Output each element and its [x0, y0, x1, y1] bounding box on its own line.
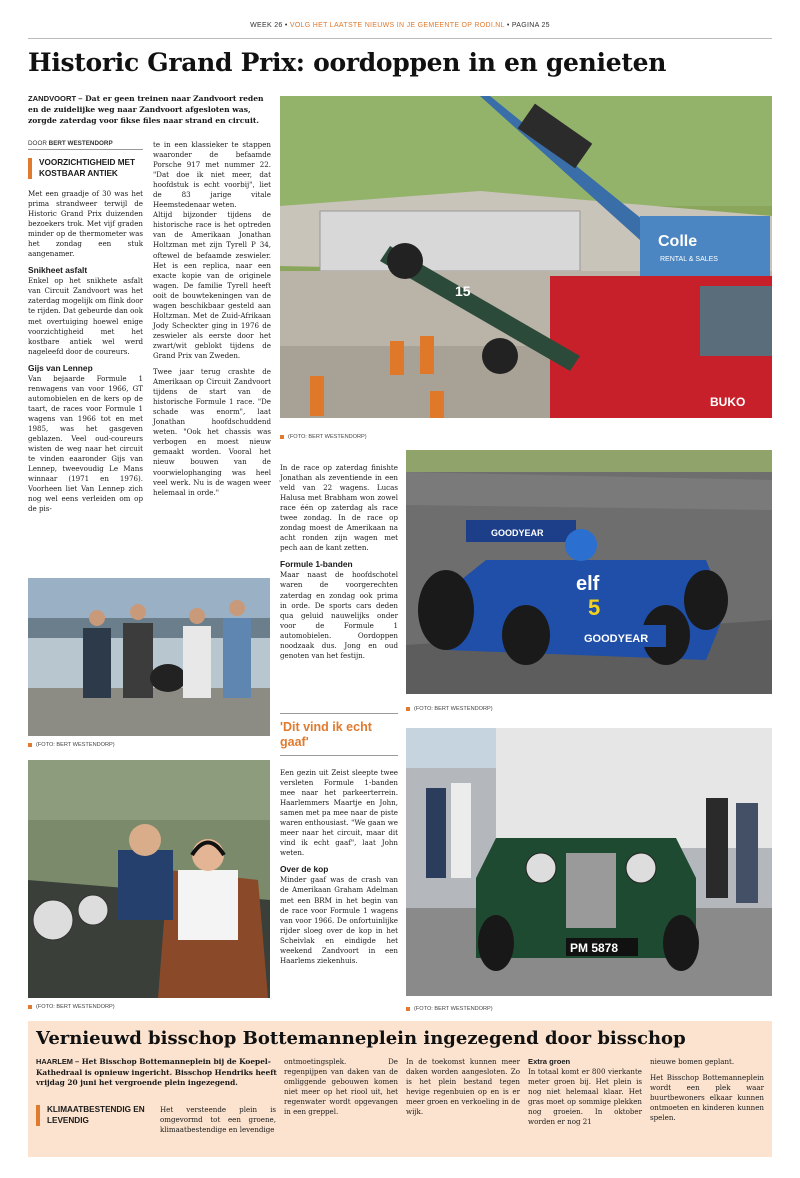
photo-caption: (FOTO: BERT WESTENDORP)	[406, 706, 493, 712]
photo-caption: (FOTO: BERT WESTENDORP)	[28, 1004, 115, 1010]
week-label: WEEK 26	[250, 22, 283, 29]
lead-city: ZANDVOORT –	[28, 94, 83, 103]
paragraph: te in een klassieker te stappen waaronder de befaamde Porsche 917 met nummer 22. "Dat doe ik niet meer, dat hoofdstuk is echt voorbij", liet de 83 jarige vitale Heemstedenaar weten.	[153, 140, 271, 210]
subheading-snikheet: Snikheet asfalt	[28, 265, 88, 276]
paragraph: In de toekomst kunnen meer daken worden aangesloten. Zo is het plein bestand tegen hevige regenbuien op en is er meer groen en verkoeling in de wijk.	[406, 1057, 520, 1117]
paragraph: Het Bisschop Bottemanneplein wordt een plek waar buurtbewoners elkaar kunnen ontmoeten en kinderen kunnen spelen.	[650, 1073, 764, 1123]
photo-children-in-car	[28, 760, 270, 998]
article-2-box	[28, 1021, 772, 1157]
article-lead	[28, 93, 273, 127]
photo-caption: (FOTO: BERT WESTENDORP)	[280, 434, 367, 440]
paragraph: Maar naast de hoofdschotel waren de voorgerechten zaterdag en zondag ook prima in orde. De sports cars deden qua geluid nauwelijks onder voor de Formule 1 automobielen. Oordoppen noodzaak dus. Jong en oud genoten van het festijn.	[280, 570, 398, 660]
paragraph: Met een graadje of 30 was het prima strandweer terwijl de Historic Grand Prix duizenden bezoekers trok. Met vijf graden minder op de thermometer was het zondag een stuk aangenamer.	[28, 189, 143, 259]
photo-caption: (FOTO: BERT WESTENDORP)	[28, 742, 115, 748]
article-headline: Historic Grand Prix: oordoppen in en genieten	[28, 48, 667, 77]
paragraph: Twee jaar terug crashte de Amerikaan op Circuit Zandvoort tijdens de start van de historische Formule 1 race. "De schade was enorm", laat Jonathan hoofdschuddend weten. "Ook het chassis was verbogen en moest nieuw gemaakt worden. Vooral het nieuw bouwen van de voorwielophanging was heel veel werk. Nu is de wagen weer helemaal in orde."	[153, 367, 271, 497]
crane-sub-text: RENTAL & SALES	[660, 256, 718, 263]
photo-caption: (FOTO: BERT WESTENDORP)	[406, 1006, 493, 1012]
subheading-extra-groen: Extra groen	[528, 1057, 571, 1066]
article-2-column-2	[284, 1057, 398, 1117]
photo-tyrrell-six-wheeler	[406, 450, 772, 694]
header-separator: •	[282, 22, 290, 29]
page-number: PAGINA 25	[511, 22, 550, 29]
header-divider	[28, 38, 772, 39]
subheading-gijs: Gijs van Lennep	[28, 362, 93, 373]
article-column-3	[280, 463, 398, 661]
promo-link[interactable]: VOLG HET LAATSTE NIEUWS IN JE GEMEENTE OP RODI.NL	[289, 22, 505, 29]
paragraph: nieuwe bomen geplant.	[650, 1057, 735, 1066]
car-number-5: 5	[588, 595, 601, 620]
article-2-column-4	[528, 1057, 642, 1127]
lead-city: HAARLEM –	[36, 1057, 80, 1066]
paragraph: Het versteende plein is omgevormd tot een groene, klimaatbestendige en levendige	[160, 1105, 276, 1135]
byline-prefix: DOOR	[28, 140, 49, 147]
truck-name-text: BUKO	[710, 395, 746, 409]
byline	[28, 140, 143, 150]
paragraph: Enkel op het snikhete asfalt van Circuit Zandvoort was het zaterdag mogelijk om flink door te rijden. Dat gebeurde dan ook met overtuiging hoewel enige voorzichtigheid met het kostbare antiek wel werd nageleefd door de coureurs.	[28, 276, 143, 356]
page-header-bar	[28, 22, 772, 29]
byline-author: BERT WESTENDORP	[48, 140, 113, 147]
paragraph: Minder gaaf was de crash van de Amerikaan Graham Adelman met een BRM in het begin van de race voor Formule 1 wagens van voor 1966. De onfortuinlijke rijder sloeg over de kop in het Scheivlak en eindigde het weekend Zandvoort in een Haarlems ziekenhuis.	[280, 875, 398, 965]
lead-text: Dat er geen treinen naar Zandvoort reden en de zuidelijke weg naar Zandvoort afgesloten was, zorgde zaterdag voor fikse files naar strand en circuit.	[28, 94, 264, 126]
license-plate-text: PM 5878	[570, 941, 619, 955]
wing-text: GOODYEAR	[491, 528, 544, 538]
header-separator: •	[504, 22, 512, 29]
subheading-formule1-banden: Formule 1-banden	[280, 559, 353, 570]
article-column-1	[28, 158, 143, 514]
photo-green-classic-car	[406, 728, 772, 996]
article-2-lead	[36, 1057, 280, 1089]
article-column-2	[153, 140, 271, 498]
paragraph: In totaal komt er 800 vierkante meter groen bij. Het plein is nog niet helemaal klaar. Het gras moet op sommige plekken nog groeien. In oktober worden er nog 21	[528, 1067, 642, 1127]
subheading-over-de-kop: Over de kop	[280, 864, 329, 875]
article-2-column-5	[650, 1057, 764, 1123]
section-kicker: VOORZICHTIGHEID MET KOSTBAAR ANTIEK	[28, 158, 143, 179]
photo-crane-lifting-car	[280, 96, 772, 418]
sponsor-goodyear-text: GOODYEAR	[584, 633, 649, 645]
crane-brand-text: Colle	[658, 233, 698, 250]
paragraph: Van bejaarde Formule 1 renwagens van voor 1966, GT automobielen en de kers op de taart, de races voor Formule 1 wagens van 1966 tot en met 1985, was het gasgeven geblazen. Veel oud-coureurs wisten de weg naar het circuit te vinden eaaronder Gijs van Lennep, tweevoudig Le Mans winnaar (1971 en 1976). Voorheen liet Van Lennep zich nog wel eens verleiden om op de pis-	[28, 373, 143, 514]
paragraph: In de race op zaterdag finishte Jonathan als zeventiende in een veld van 22 wagens. Lucas Halusa met Brabham won zowel race één op zaterdag als race twee zondag. In de race op zondag moest de Amerikaan na acht ronden zijn wagen met pech aan de kant zetten.	[280, 463, 398, 553]
article-2-headline: Vernieuwd bisschop Bottemanneplein ingezegend door bisschop	[36, 1028, 686, 1049]
section-kicker: KLIMAATBESTENDIG EN LEVENDIG	[36, 1105, 146, 1126]
article-column-3b	[280, 768, 398, 966]
lead-text: Het Bisschop Bottemanneplein bij de Koepel-Kathedraal is opnieuw ingericht. Bisschop Hendriks heeft vrijdag 20 juni het vergroende plein ingezegend.	[36, 1057, 277, 1087]
car-number-15: 15	[455, 283, 471, 299]
pull-quote: 'Dit vind ik echt gaaf'	[280, 713, 398, 756]
article-2-column-3	[406, 1057, 520, 1117]
paragraph: Altijd bijzonder tijdens de historische race is het optreden van de Amerikaan Jonathan Holtzman met zijn Tyrell P 34, oftewel de befaamde zeswieler. Het is een replica, naar een exacte kopie van de originele wagen. De familie Tyrell heeft ooit de bouwtekeningen van de wagen beschikbaar gesteld aan Holtzman. Met de Zuid-Afrikaan Jody Scheckter ging in 1976 de zeswieler als eerste door het zwart/wit geblokt tijdens de Grand Prix van Zweden.	[153, 210, 271, 360]
paragraph: Een gezin uit Zeist sleepte twee versleten Formule 1-banden mee naar het parkeerterrein. Haarlemmers Maartje en John, samen met pa mee naar de piste waren enthousiast. "We gaan we meer naar het circuit, maar dit vind ik echt gaaf", laat John weten.	[280, 768, 398, 858]
sponsor-elf-text: elf	[576, 573, 600, 595]
paragraph: ontmoetingsplek. De regenpijpen van daken van de omliggende gebouwen komen niet meer op het riool uit, het regenwater wordt opgevangen in een greppel.	[284, 1057, 398, 1117]
article-2-column-1	[160, 1105, 276, 1135]
photo-family-with-tyres	[28, 578, 270, 736]
